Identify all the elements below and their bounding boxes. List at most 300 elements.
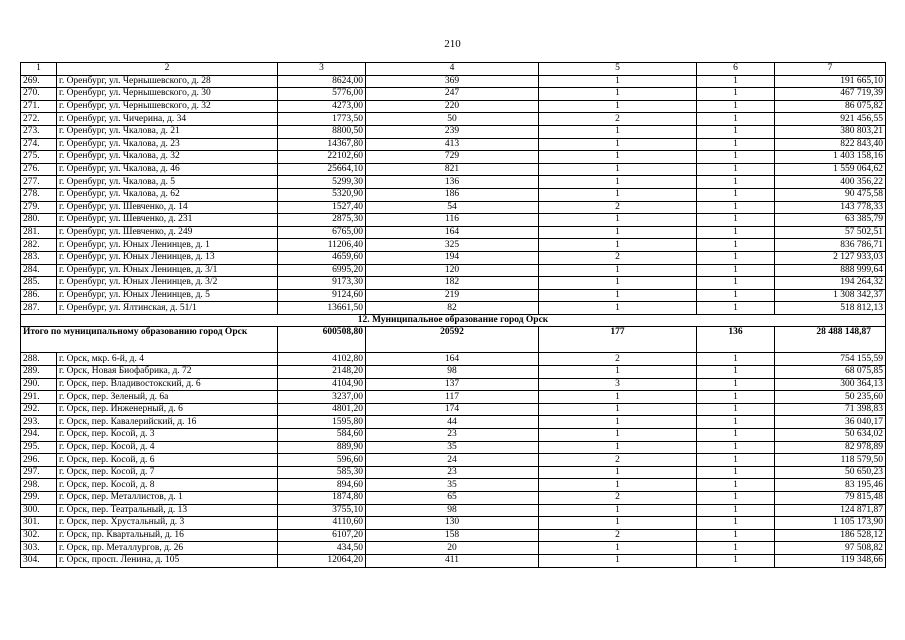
address: г. Оренбург, ул. Чкалова, д. 62 xyxy=(57,188,278,201)
column-6-value: 1 xyxy=(697,454,775,467)
table-row xyxy=(21,75,886,88)
total-area: 6107,20 xyxy=(278,529,366,542)
table-row xyxy=(21,302,886,315)
row-number: 297. xyxy=(21,466,57,479)
total-area: 6765,00 xyxy=(278,226,366,239)
row-number: 302. xyxy=(21,529,57,542)
column-5-value: 2 xyxy=(539,353,697,366)
residents-count: 54 xyxy=(366,201,539,214)
address: г. Орск, пер. Косой, д. 7 xyxy=(57,466,278,479)
column-6-value: 1 xyxy=(697,277,775,290)
column-5-value: 2 xyxy=(539,201,697,214)
column-number: 1 xyxy=(21,63,57,76)
cost-amount: 50 235,60 xyxy=(775,391,886,404)
total-area: 889,90 xyxy=(278,441,366,454)
table-row xyxy=(21,277,886,290)
row-number: 270. xyxy=(21,88,57,101)
address: г. Орск, пер. Инженерный, д. 6 xyxy=(57,403,278,416)
column-number: 5 xyxy=(539,63,697,76)
residents-count: 116 xyxy=(366,214,539,227)
residents-count: 325 xyxy=(366,239,539,252)
address: г. Оренбург, ул. Чернышевского, д. 30 xyxy=(57,88,278,101)
row-number: 280. xyxy=(21,214,57,227)
column-5-value: 1 xyxy=(539,403,697,416)
total-row xyxy=(21,327,886,353)
residents-count: 98 xyxy=(366,504,539,517)
cost-amount: 380 803,21 xyxy=(775,125,886,138)
row-number: 300. xyxy=(21,504,57,517)
cost-amount: 97 508,82 xyxy=(775,542,886,555)
column-5-value: 2 xyxy=(539,113,697,126)
table-row xyxy=(21,391,886,404)
column-6-value: 1 xyxy=(697,302,775,315)
residents-count: 120 xyxy=(366,264,539,277)
table-row xyxy=(21,163,886,176)
column-6-value: 1 xyxy=(697,441,775,454)
column-5-value: 1 xyxy=(539,100,697,113)
residents-count: 369 xyxy=(366,75,539,88)
section-title: 12. Муниципальное образование город Орск xyxy=(21,314,886,327)
total-area: 4102,80 xyxy=(278,353,366,366)
row-number: 273. xyxy=(21,125,57,138)
row-number: 299. xyxy=(21,492,57,505)
table-row xyxy=(21,264,886,277)
column-6-value: 1 xyxy=(697,492,775,505)
cost-amount: 836 786,71 xyxy=(775,239,886,252)
address: г. Оренбург, ул. Юных Ленинцев, д. 5 xyxy=(57,289,278,302)
cost-amount: 71 398,83 xyxy=(775,403,886,416)
column-6-value: 1 xyxy=(697,504,775,517)
row-number: 289. xyxy=(21,366,57,379)
column-6-value: 1 xyxy=(697,75,775,88)
column-6-value: 1 xyxy=(697,125,775,138)
column-5-value: 1 xyxy=(539,542,697,555)
row-number: 284. xyxy=(21,264,57,277)
column-6-value: 1 xyxy=(697,100,775,113)
table-row xyxy=(21,138,886,151)
cost-amount: 822 843,40 xyxy=(775,138,886,151)
table-row xyxy=(21,517,886,530)
column-5-value: 1 xyxy=(539,188,697,201)
cost-amount: 68 075,85 xyxy=(775,366,886,379)
address: г. Оренбург, ул. Шевченко, д. 14 xyxy=(57,201,278,214)
residents-count: 158 xyxy=(366,529,539,542)
cost-amount: 143 778,33 xyxy=(775,201,886,214)
total-area: 894,60 xyxy=(278,479,366,492)
address: г. Орск, пр. Квартальный, д. 16 xyxy=(57,529,278,542)
address: г. Оренбург, ул. Чичерина, д. 34 xyxy=(57,113,278,126)
row-number: 281. xyxy=(21,226,57,239)
column-5-value: 1 xyxy=(539,302,697,315)
table-row xyxy=(21,466,886,479)
column-6-value: 1 xyxy=(697,554,775,567)
address: г. Орск, мкр. 6-й, д. 4 xyxy=(57,353,278,366)
total-area: 14367,80 xyxy=(278,138,366,151)
table-row xyxy=(21,366,886,379)
address: г. Орск, пер. Кавалерийский, д. 16 xyxy=(57,416,278,429)
column-6-value: 1 xyxy=(697,529,775,542)
cost-amount: 518 812,13 xyxy=(775,302,886,315)
column-5-value: 1 xyxy=(539,466,697,479)
column-number: 3 xyxy=(278,63,366,76)
residents-count: 136 xyxy=(366,176,539,189)
row-number: 291. xyxy=(21,391,57,404)
total-area: 596,60 xyxy=(278,454,366,467)
table-row xyxy=(21,88,886,101)
cost-amount: 83 195,46 xyxy=(775,479,886,492)
total-area: 4273,00 xyxy=(278,100,366,113)
residents-count: 164 xyxy=(366,226,539,239)
cost-amount: 50 634,02 xyxy=(775,429,886,442)
cost-amount: 921 456,55 xyxy=(775,113,886,126)
address: г. Орск, пер. Хрустальный, д. 3 xyxy=(57,517,278,530)
column-5-value: 2 xyxy=(539,251,697,264)
column-5-value: 1 xyxy=(539,176,697,189)
residents-count: 65 xyxy=(366,492,539,505)
column-6-value: 1 xyxy=(697,353,775,366)
cost-amount: 86 075,82 xyxy=(775,100,886,113)
address: г. Оренбург, ул. Юных Ленинцев, д. 13 xyxy=(57,251,278,264)
table-row xyxy=(21,188,886,201)
row-number: 304. xyxy=(21,554,57,567)
total-column-6: 136 xyxy=(697,327,775,353)
cost-amount: 400 356,22 xyxy=(775,176,886,189)
table-row xyxy=(21,504,886,517)
column-5-value: 1 xyxy=(539,429,697,442)
column-6-value: 1 xyxy=(697,226,775,239)
total-area: 434,50 xyxy=(278,542,366,555)
row-number: 279. xyxy=(21,201,57,214)
column-5-value: 1 xyxy=(539,239,697,252)
row-number: 303. xyxy=(21,542,57,555)
column-6-value: 1 xyxy=(697,517,775,530)
column-6-value: 1 xyxy=(697,289,775,302)
row-number: 298. xyxy=(21,479,57,492)
row-number: 287. xyxy=(21,302,57,315)
row-number: 276. xyxy=(21,163,57,176)
residents-count: 413 xyxy=(366,138,539,151)
total-area: 1874,80 xyxy=(278,492,366,505)
table-row xyxy=(21,542,886,555)
total-area: 3237,00 xyxy=(278,391,366,404)
table-row xyxy=(21,201,886,214)
residents-count: 411 xyxy=(366,554,539,567)
address: г. Оренбург, ул. Юных Ленинцев, д. 3/1 xyxy=(57,264,278,277)
total-area: 4104,90 xyxy=(278,378,366,391)
column-5-value: 1 xyxy=(539,416,697,429)
total-area: 8624,00 xyxy=(278,75,366,88)
residents-count: 24 xyxy=(366,454,539,467)
column-6-value: 1 xyxy=(697,416,775,429)
row-number: 283. xyxy=(21,251,57,264)
column-5-value: 1 xyxy=(539,151,697,164)
residents-count: 219 xyxy=(366,289,539,302)
total-area: 4110,60 xyxy=(278,517,366,530)
column-5-value: 1 xyxy=(539,226,697,239)
column-5-value: 1 xyxy=(539,441,697,454)
cost-amount: 300 364,13 xyxy=(775,378,886,391)
residents-count: 82 xyxy=(366,302,539,315)
address: г. Орск, пер. Косой, д. 8 xyxy=(57,479,278,492)
residents-count: 35 xyxy=(366,441,539,454)
column-6-value: 1 xyxy=(697,264,775,277)
total-area: 2875,30 xyxy=(278,214,366,227)
row-number: 274. xyxy=(21,138,57,151)
table-row xyxy=(21,113,886,126)
table-row xyxy=(21,429,886,442)
column-5-value: 1 xyxy=(539,366,697,379)
table-row xyxy=(21,492,886,505)
column-5-value: 1 xyxy=(539,163,697,176)
column-5-value: 3 xyxy=(539,378,697,391)
column-5-value: 1 xyxy=(539,125,697,138)
column-number-row xyxy=(21,63,886,76)
row-number: 288. xyxy=(21,353,57,366)
total-area: 5320,90 xyxy=(278,188,366,201)
total-area: 8800,50 xyxy=(278,125,366,138)
table-row xyxy=(21,226,886,239)
total-area: 600508,80 xyxy=(278,327,366,353)
cost-amount: 50 650,23 xyxy=(775,466,886,479)
address: г. Оренбург, ул. Юных Ленинцев, д. 3/2 xyxy=(57,277,278,290)
table-row xyxy=(21,416,886,429)
cost-amount: 1 308 342,37 xyxy=(775,289,886,302)
address: г. Орск, Новая Биофабрика, д. 72 xyxy=(57,366,278,379)
row-number: 271. xyxy=(21,100,57,113)
address: г. Оренбург, ул. Чкалова, д. 5 xyxy=(57,176,278,189)
row-number: 294. xyxy=(21,429,57,442)
total-area: 3755,10 xyxy=(278,504,366,517)
cost-amount: 194 264,32 xyxy=(775,277,886,290)
address: г. Оренбург, ул. Чернышевского, д. 28 xyxy=(57,75,278,88)
residents-count: 164 xyxy=(366,353,539,366)
total-residents: 20592 xyxy=(366,327,539,353)
residents-count: 98 xyxy=(366,366,539,379)
column-number: 6 xyxy=(697,63,775,76)
column-6-value: 1 xyxy=(697,176,775,189)
column-number: 4 xyxy=(366,63,539,76)
section-heading-row xyxy=(21,314,886,327)
residents-count: 23 xyxy=(366,466,539,479)
column-5-value: 1 xyxy=(539,264,697,277)
residents-count: 220 xyxy=(366,100,539,113)
residents-count: 239 xyxy=(366,125,539,138)
address: г. Орск, пер. Косой, д. 6 xyxy=(57,454,278,467)
column-6-value: 1 xyxy=(697,113,775,126)
address: г. Орск, пер. Косой, д. 3 xyxy=(57,429,278,442)
column-6-value: 1 xyxy=(697,391,775,404)
residents-count: 174 xyxy=(366,403,539,416)
page-number: 210 xyxy=(444,38,461,50)
residents-count: 137 xyxy=(366,378,539,391)
column-6-value: 1 xyxy=(697,239,775,252)
residents-count: 35 xyxy=(366,479,539,492)
row-number: 269. xyxy=(21,75,57,88)
residents-count: 821 xyxy=(366,163,539,176)
residents-count: 130 xyxy=(366,517,539,530)
address: г. Орск, пер. Владивостокский, д. 6 xyxy=(57,378,278,391)
table-row xyxy=(21,441,886,454)
cost-amount: 82 978,89 xyxy=(775,441,886,454)
row-number: 277. xyxy=(21,176,57,189)
total-area: 22102,60 xyxy=(278,151,366,164)
address: г. Орск, пер. Косой, д. 4 xyxy=(57,441,278,454)
column-6-value: 1 xyxy=(697,163,775,176)
table-row xyxy=(21,403,886,416)
column-5-value: 2 xyxy=(539,454,697,467)
column-5-value: 1 xyxy=(539,277,697,290)
cost-amount: 1 105 173,90 xyxy=(775,517,886,530)
total-area: 9124,60 xyxy=(278,289,366,302)
address: г. Оренбург, ул. Чкалова, д. 21 xyxy=(57,125,278,138)
total-area: 25664,10 xyxy=(278,163,366,176)
table-row xyxy=(21,214,886,227)
housing-register-table xyxy=(20,62,886,568)
residents-count: 247 xyxy=(366,88,539,101)
table-row xyxy=(21,251,886,264)
column-6-value: 1 xyxy=(697,429,775,442)
total-area: 1773,50 xyxy=(278,113,366,126)
cost-amount: 888 999,64 xyxy=(775,264,886,277)
column-6-value: 1 xyxy=(697,403,775,416)
row-number: 272. xyxy=(21,113,57,126)
column-5-value: 1 xyxy=(539,504,697,517)
residents-count: 729 xyxy=(366,151,539,164)
total-area: 1595,80 xyxy=(278,416,366,429)
column-6-value: 1 xyxy=(697,214,775,227)
cost-amount: 1 403 158,16 xyxy=(775,151,886,164)
address: г. Орск, пер. Зеленый, д. 6а xyxy=(57,391,278,404)
row-number: 278. xyxy=(21,188,57,201)
column-6-value: 1 xyxy=(697,201,775,214)
table-row xyxy=(21,353,886,366)
row-number: 290. xyxy=(21,378,57,391)
address: г. Оренбург, ул. Чкалова, д. 32 xyxy=(57,151,278,164)
table-row xyxy=(21,289,886,302)
table-row xyxy=(21,125,886,138)
table-row xyxy=(21,239,886,252)
total-sum: 28 488 148,87 xyxy=(775,327,886,353)
row-number: 293. xyxy=(21,416,57,429)
cost-amount: 467 719,39 xyxy=(775,88,886,101)
column-number: 7 xyxy=(775,63,886,76)
column-6-value: 1 xyxy=(697,88,775,101)
column-5-value: 1 xyxy=(539,517,697,530)
total-area: 585,30 xyxy=(278,466,366,479)
row-number: 286. xyxy=(21,289,57,302)
row-number: 275. xyxy=(21,151,57,164)
address: г. Орск, пер. Металлистов, д. 1 xyxy=(57,492,278,505)
column-5-value: 2 xyxy=(539,492,697,505)
address: г. Оренбург, ул. Шевченко, д. 231 xyxy=(57,214,278,227)
column-6-value: 1 xyxy=(697,251,775,264)
total-area: 6995,20 xyxy=(278,264,366,277)
table-row xyxy=(21,554,886,567)
total-area: 12064,20 xyxy=(278,554,366,567)
row-number: 301. xyxy=(21,517,57,530)
cost-amount: 186 528,12 xyxy=(775,529,886,542)
address: г. Орск, пер. Театральный, д. 13 xyxy=(57,504,278,517)
address: г. Оренбург, ул. Чкалова, д. 46 xyxy=(57,163,278,176)
address: г. Оренбург, ул. Чернышевского, д. 32 xyxy=(57,100,278,113)
total-label: Итого по муниципальному образованию город Орск xyxy=(21,327,278,353)
column-6-value: 1 xyxy=(697,466,775,479)
column-5-value: 1 xyxy=(539,75,697,88)
total-area: 9173,30 xyxy=(278,277,366,290)
cost-amount: 36 040,17 xyxy=(775,416,886,429)
column-5-value: 1 xyxy=(539,214,697,227)
column-6-value: 1 xyxy=(697,188,775,201)
cost-amount: 57 502,51 xyxy=(775,226,886,239)
cost-amount: 118 579,50 xyxy=(775,454,886,467)
total-area: 1527,40 xyxy=(278,201,366,214)
table-row xyxy=(21,454,886,467)
row-number: 282. xyxy=(21,239,57,252)
residents-count: 50 xyxy=(366,113,539,126)
residents-count: 117 xyxy=(366,391,539,404)
cost-amount: 63 385,79 xyxy=(775,214,886,227)
address: г. Оренбург, ул. Ялтинская, д. 51/1 xyxy=(57,302,278,315)
total-area: 5776,00 xyxy=(278,88,366,101)
column-6-value: 1 xyxy=(697,479,775,492)
column-6-value: 1 xyxy=(697,151,775,164)
total-area: 4801,20 xyxy=(278,403,366,416)
total-area: 584,60 xyxy=(278,429,366,442)
column-5-value: 1 xyxy=(539,479,697,492)
cost-amount: 754 155,59 xyxy=(775,353,886,366)
row-number: 285. xyxy=(21,277,57,290)
address: г. Орск, пр. Металлургов, д. 26 xyxy=(57,542,278,555)
residents-count: 182 xyxy=(366,277,539,290)
table-row xyxy=(21,100,886,113)
cost-amount: 191 665,10 xyxy=(775,75,886,88)
address: г. Оренбург, ул. Шевченко, д. 249 xyxy=(57,226,278,239)
address: г. Орск, просп. Ленина, д. 105 xyxy=(57,554,278,567)
cost-amount: 90 475,58 xyxy=(775,188,886,201)
residents-count: 186 xyxy=(366,188,539,201)
column-5-value: 1 xyxy=(539,554,697,567)
total-column-5: 177 xyxy=(539,327,697,353)
table-row xyxy=(21,479,886,492)
column-5-value: 1 xyxy=(539,391,697,404)
column-5-value: 1 xyxy=(539,138,697,151)
total-area: 11206,40 xyxy=(278,239,366,252)
total-area: 13661,50 xyxy=(278,302,366,315)
cost-amount: 1 559 064,62 xyxy=(775,163,886,176)
column-6-value: 1 xyxy=(697,378,775,391)
residents-count: 44 xyxy=(366,416,539,429)
cost-amount: 2 127 933,03 xyxy=(775,251,886,264)
column-6-value: 1 xyxy=(697,542,775,555)
row-number: 295. xyxy=(21,441,57,454)
residents-count: 23 xyxy=(366,429,539,442)
total-area: 5299,30 xyxy=(278,176,366,189)
column-number: 2 xyxy=(57,63,278,76)
column-5-value: 1 xyxy=(539,289,697,302)
total-area: 2148,20 xyxy=(278,366,366,379)
column-5-value: 1 xyxy=(539,88,697,101)
residents-count: 194 xyxy=(366,251,539,264)
table-row xyxy=(21,529,886,542)
cost-amount: 79 815,48 xyxy=(775,492,886,505)
column-6-value: 1 xyxy=(697,138,775,151)
residents-count: 20 xyxy=(366,542,539,555)
table-row xyxy=(21,378,886,391)
row-number: 296. xyxy=(21,454,57,467)
row-number: 292. xyxy=(21,403,57,416)
column-5-value: 2 xyxy=(539,529,697,542)
cost-amount: 119 348,66 xyxy=(775,554,886,567)
